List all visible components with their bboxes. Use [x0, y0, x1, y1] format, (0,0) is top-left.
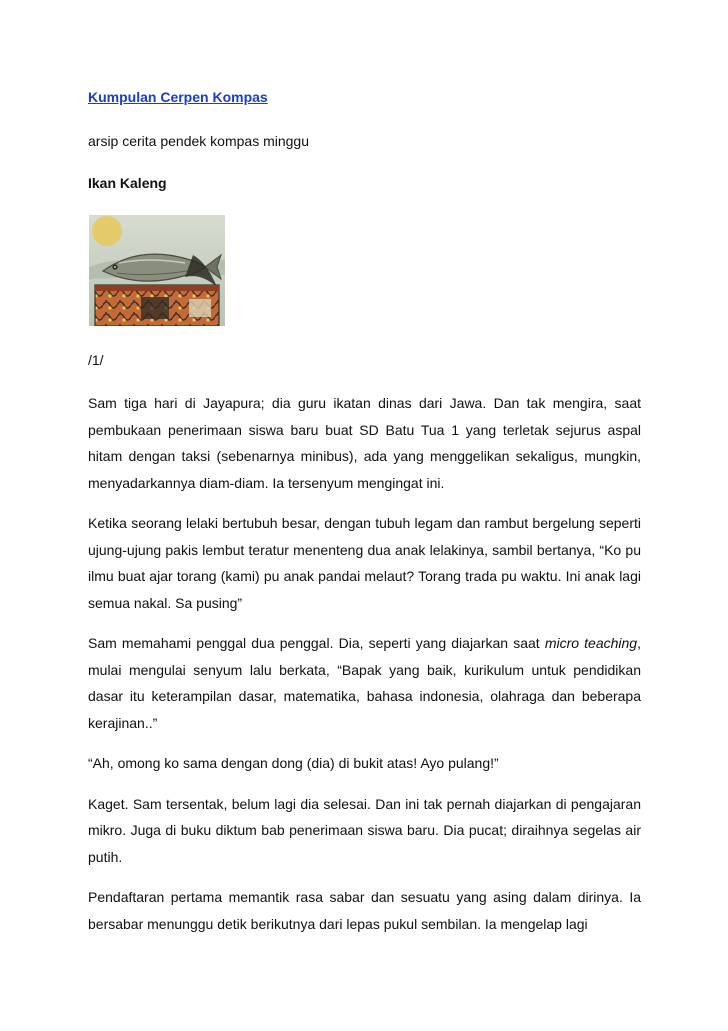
paragraph-3	[88, 630, 641, 736]
site-title-link[interactable]: Kumpulan Cerpen Kompas	[88, 89, 268, 105]
paragraph-5: Kaget. Sam tersentak, belum lagi dia selesai. Dan ini tak pernah diajarkan di pengajaran mikro. Juga di buku diktum bab penerimaan siswa baru. Dia pucat; diraihnya segelas air putih.	[88, 795, 641, 865]
story-title: Ikan Kaleng	[88, 175, 167, 191]
paragraph-6: Pendaftaran pertama memantik rasa sabar dan sesuatu yang asing dalam dirinya. Ia bersabar menunggu detik berikutnya dari lepas pukul sembilan. Ia mengelap lagi	[88, 889, 641, 932]
paragraph-3-end: , mulai mengulai senyum lalu berkata, “Bapak yang baik, kurikulum untuk pendidikan dasar itu keterampilan dasar, matematika, bahasa indonesia, olahraga dan beberapa kerajinan..”	[88, 635, 641, 731]
paragraph-4: “Ah, omong ko sama dengan dong (dia) di bukit atas! Ayo pulang!”	[88, 755, 499, 771]
site-subtitle: arsip cerita pendek kompas minggu	[88, 133, 310, 149]
paragraph-3-start: Sam memahami penggal dua penggal. Dia, seperti yang diajarkan saat	[88, 635, 545, 651]
fish-painting-image	[89, 215, 225, 326]
story-body	[88, 390, 641, 951]
paragraph-2: Ketika seorang lelaki bertubuh besar, dengan tubuh legam dan rambut bergelung seperti ujung-ujung pakis lembut teratur menenteng dua anak lelakinya, sambil bertanya, “Ko pu ilmu buat ajar torang (kami) pu anak pandai melaut? Torang trada pu waktu. Ini anak lagi semua nakal. Sa pusing”	[88, 515, 641, 611]
section-number: /1/	[88, 352, 104, 368]
story-illustration	[89, 215, 225, 326]
paragraph-1: Sam tiga hari di Jayapura; dia guru ikatan dinas dari Jawa. Dan tak mengira, saat pembukaan penerimaan siswa baru buat SD Batu Tua 1 yang terletak sejurus aspal hitam dengan taksi (sebenarnya minibus), ada yang menggelikan sekaligus, mungkin, menyadarkannya diam-diam. Ia tersenyum mengingat ini.	[88, 395, 641, 491]
paragraph-3-italic-term: micro teaching	[544, 635, 638, 651]
